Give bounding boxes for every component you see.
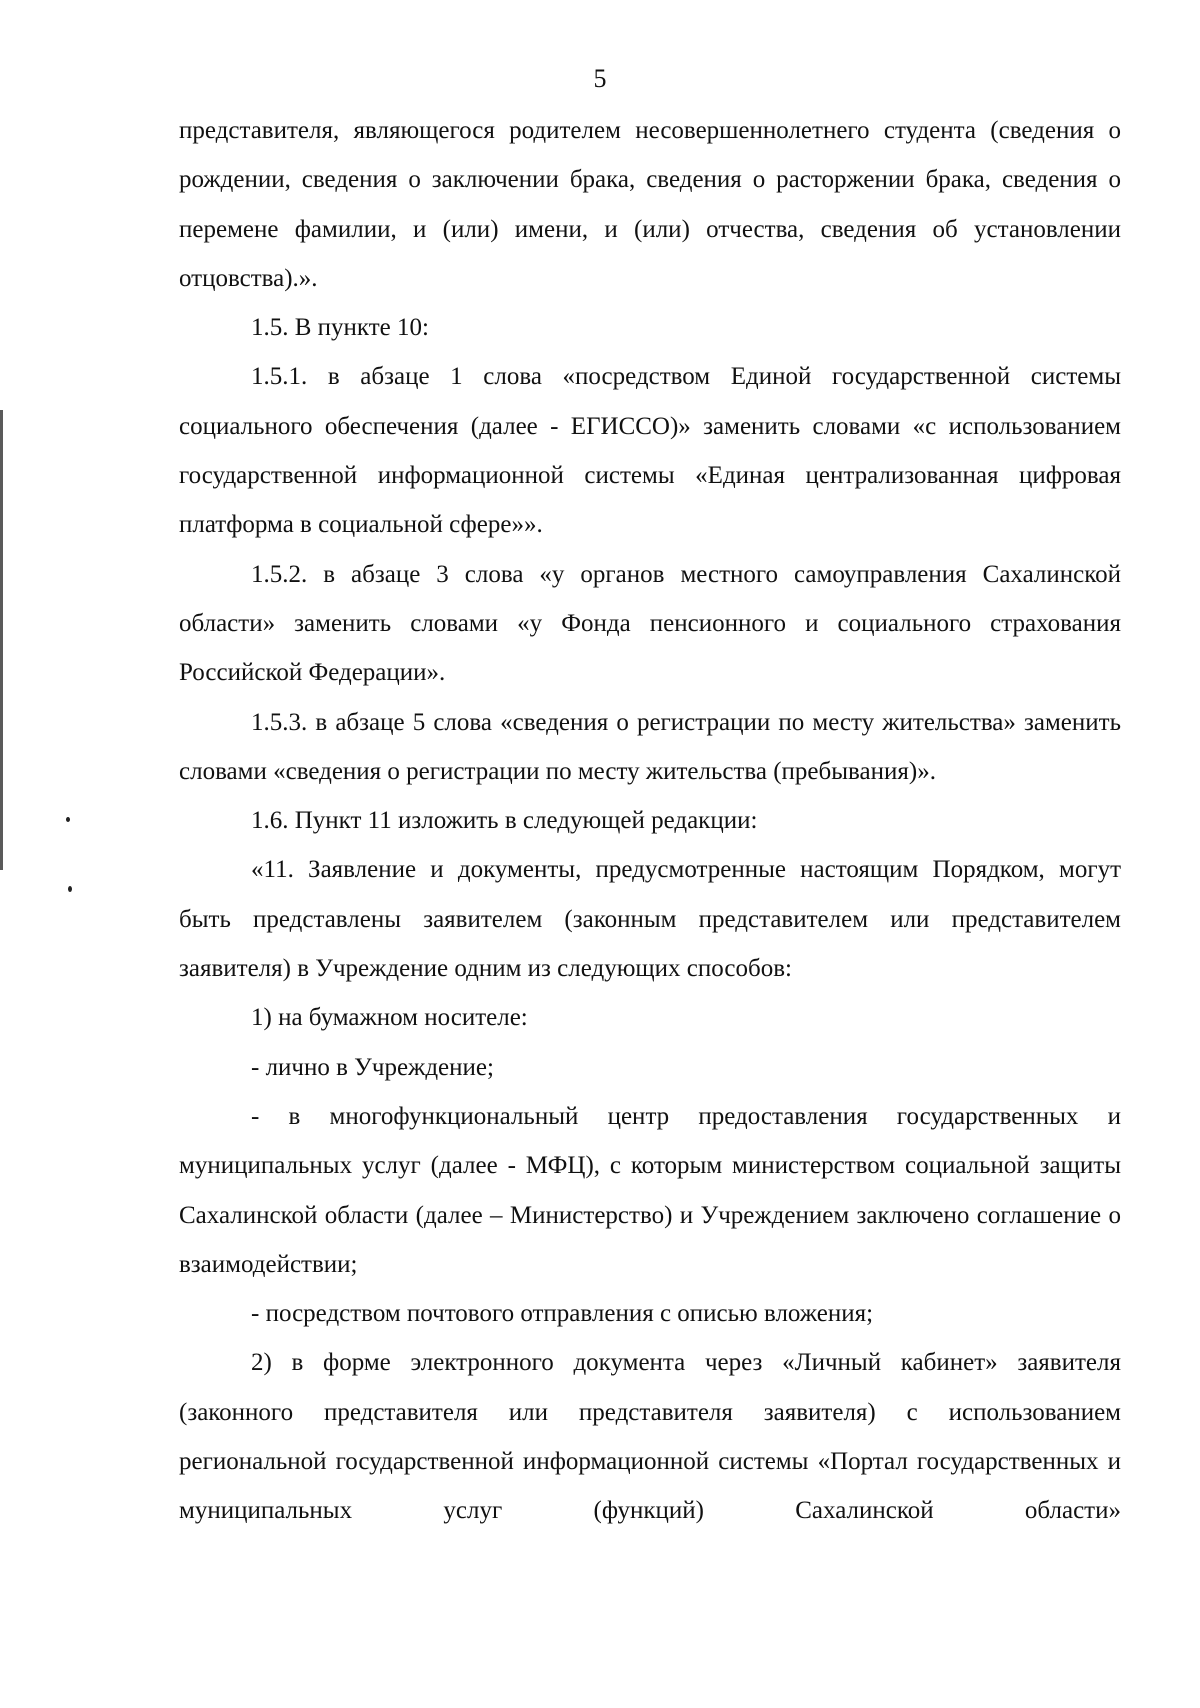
paragraph-method-1-mfc: - в многофункциональный центр предоставления государственных и муниципальных услуг (далее - МФЦ), с которым министерством социальной защиты Сахалинской области (далее – Министерство) и Учреждением заключено соглашение о взаимодействии; [179, 1102, 1121, 1278]
paragraph-item-1-5: 1.5. В пункте 10: [251, 314, 429, 342]
document-body [179, 106, 1121, 1536]
scan-edge-artifact [0, 410, 3, 870]
paragraph-clause-11: «11. Заявление и документы, предусмотренные настоящим Порядком, могут быть представлены заявителем (законным представителем или представителем заявителя) в Учреждение одним из следующих способов: [179, 856, 1121, 983]
scan-speck [68, 886, 72, 892]
paragraph-item-1-5-1: 1.5.1. в абзаце 1 слова «посредством Единой государственной системы социального обеспечения (далее - ЕГИССО)» заменить словами «с использованием государственной информационной системы «Единая централизованная цифровая платформа в социальной сфере»». [179, 363, 1121, 539]
paragraph-method-1: 1) на бумажном носителе: [251, 1004, 528, 1032]
paragraph-item-1-5-3: 1.5.3. в абзаце 5 слова «сведения о регистрации по месту жительства» заменить словами «сведения о регистрации по месту жительства (пребывания)». [179, 708, 1121, 785]
paragraph-continuation: представителя, являющегося родителем несовершеннолетнего студента (сведения о рождении, сведения о заключении брака, сведения о расторжении брака, сведения о перемене фамилии, и (или) имени, и (или) отчества, сведения об установлении отцовства).». [179, 117, 1121, 292]
page-number: 5 [593, 64, 607, 93]
paragraph-item-1-6: 1.6. Пункт 11 изложить в следующей редакции: [251, 807, 758, 835]
paragraph-method-2: 2) в форме электронного документа через «Личный кабинет» заявителя (законного представителя или представителя заявителя) с использованием региональной государственной информационной системы «Портал государственных и муниципальных услуг (функций) Сахалинской области» [179, 1349, 1121, 1525]
paragraph-method-1-in-person: - лично в Учреждение; [251, 1053, 494, 1081]
scan-speck [66, 817, 70, 822]
paragraph-method-1-post: - посредством почтового отправления с описью вложения; [251, 1300, 874, 1328]
paragraph-item-1-5-2: 1.5.2. в абзаце 3 слова «у органов местного самоуправления Сахалинской области» заменить словами «у Фонда пенсионного и социального страхования Российской Федерации». [179, 560, 1121, 687]
